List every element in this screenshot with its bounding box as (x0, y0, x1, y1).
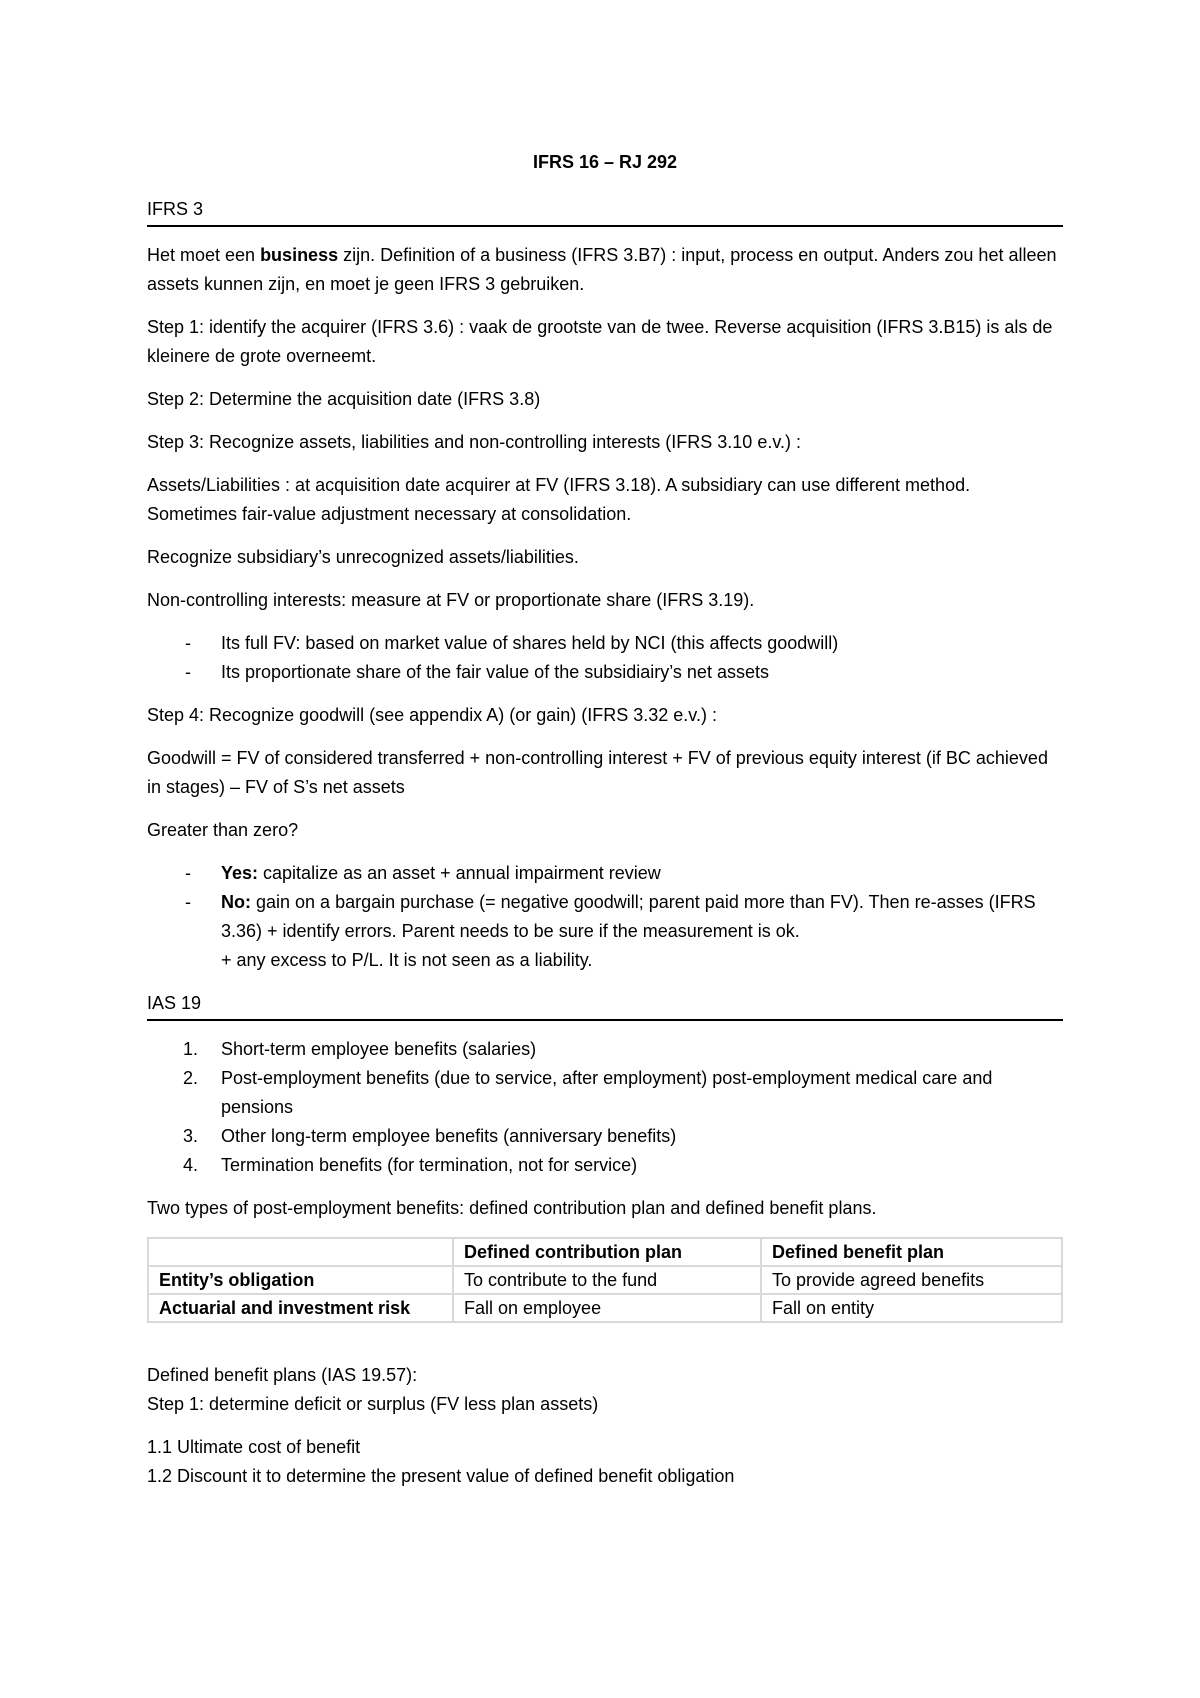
list-item-text: Short-term employee benefits (salaries) (221, 1039, 537, 1059)
nci-list (147, 629, 1063, 687)
recognize-unrecognized: Recognize subsidiary’s unrecognized assets/liabilities. (147, 547, 579, 567)
list-item-text: Post-employment benefits (due to service, after employment) post-employment medical care and pensions (221, 1068, 993, 1117)
no-text: gain on a bargain purchase (= negative goodwill; parent paid more than FV). Then re-asses (IFRS 3.36) + identify errors. Parent needs to be sure if the measurement is ok. (221, 892, 1036, 941)
table-row (148, 1294, 1062, 1322)
step-1: Step 1: identify the acquirer (IFRS 3.6) : vaak de grootste van de twee. Reverse acquisition (IFRS 3.B15) is als de kleinere de grote overneemt. (147, 317, 1053, 366)
sub-item-text: Ultimate cost of benefit (177, 1437, 361, 1457)
nci-paragraph: Non-controlling interests: measure at FV or proportionate share (IFRS 3.19). (147, 590, 755, 610)
no-label: No: (221, 892, 251, 912)
list-item-text: Termination benefits (for termination, not for service) (221, 1155, 638, 1175)
step-4: Step 4: Recognize goodwill (see appendix A) (or gain) (IFRS 3.32 e.v.) : (147, 705, 717, 725)
table-cell: Entity’s obligation (148, 1266, 453, 1294)
table-cell: Actuarial and investment risk (148, 1294, 453, 1322)
list-number: 2. (183, 1068, 199, 1088)
list-item (147, 1122, 1063, 1151)
table-header-cell (148, 1238, 453, 1266)
dash-marker: - (185, 863, 191, 883)
section-heading-ifrs3: IFRS 3 (147, 195, 1063, 227)
table-row (148, 1266, 1062, 1294)
dash-marker: - (185, 633, 191, 653)
list-item-text: Other long-term employee benefits (anniversary benefits) (221, 1126, 677, 1146)
dash-marker: - (185, 892, 191, 912)
table-cell: To provide agreed benefits (761, 1266, 1062, 1294)
list-item (147, 1151, 1063, 1180)
table-cell: To contribute to the fund (453, 1266, 761, 1294)
intro-text-bold: business (260, 245, 339, 265)
dbp-step-1: Step 1: determine deficit or surplus (FV less plan assets) (147, 1394, 599, 1414)
sub-item (147, 1462, 1063, 1491)
list-number: 3. (183, 1126, 199, 1146)
table-header-row (148, 1238, 1062, 1266)
list-item (147, 629, 1063, 658)
table-cell: Fall on employee (453, 1294, 761, 1322)
table-header-cell: Defined contribution plan (453, 1238, 761, 1266)
benefit-plans-table (147, 1237, 1063, 1323)
list-item-yes (147, 859, 1063, 888)
step-2: Step 2: Determine the acquisition date (IFRS 3.8) (147, 389, 541, 409)
list-number: 4. (183, 1155, 199, 1175)
table-cell: Fall on entity (761, 1294, 1062, 1322)
list-number: 1. (183, 1039, 199, 1059)
list-item-text: Its proportionate share of the fair value of the subsidiairy’s net assets (221, 662, 769, 682)
no-extra-text: + any excess to P/L. It is not seen as a liability. (221, 950, 593, 970)
step-3: Step 3: Recognize assets, liabilities and non-controlling interests (IFRS 3.10 e.v.) : (147, 432, 801, 452)
benefits-list (147, 1035, 1063, 1180)
yes-text: capitalize as an asset + annual impairment review (258, 863, 661, 883)
dash-marker: - (185, 662, 191, 682)
document-content (147, 148, 1063, 1491)
dbp-heading: Defined benefit plans (IAS 19.57): (147, 1365, 418, 1385)
goodwill-formula: Goodwill = FV of considered transferred + non-controlling interest + FV of previous equity interest (if BC achieved in stages) – FV of S’s net assets (147, 748, 1048, 797)
ifrs3-intro (147, 241, 1063, 299)
greater-than-zero: Greater than zero? (147, 820, 299, 840)
list-item (147, 1064, 1063, 1122)
list-item (147, 658, 1063, 687)
sub-item (147, 1433, 1063, 1462)
goodwill-outcomes-list (147, 859, 1063, 975)
yes-label: Yes: (221, 863, 259, 883)
assets-liabilities: Assets/Liabilities : at acquisition date acquirer at FV (IFRS 3.18). A subsidiary can use different method. Sometimes fair-value adjustment necessary at consolidation. (147, 475, 971, 524)
sub-item-text: Discount it to determine the present value of defined benefit obligation (177, 1466, 735, 1486)
table-header-cell: Defined benefit plan (761, 1238, 1062, 1266)
list-item (147, 1035, 1063, 1064)
intro-text-pre: Het moet een (147, 245, 261, 265)
sub-item-number: 1.2 (147, 1466, 173, 1486)
two-types-paragraph: Two types of post-employment benefits: defined contribution plan and defined benefit plans. (147, 1198, 877, 1218)
sub-item-number: 1.1 (147, 1437, 173, 1457)
list-item-text: Its full FV: based on market value of shares held by NCI (this affects goodwill) (221, 633, 839, 653)
section-heading-ias19: IAS 19 (147, 989, 1063, 1021)
intro-text-post: zijn. Definition of a business (IFRS 3.B7) : input, process en output. Anders zou het alleen assets kunnen zijn, en moet je geen IFRS 3 gebruiken. (147, 245, 1057, 294)
document-title: IFRS 16 – RJ 292 (532, 152, 678, 172)
list-item-no (147, 888, 1063, 975)
